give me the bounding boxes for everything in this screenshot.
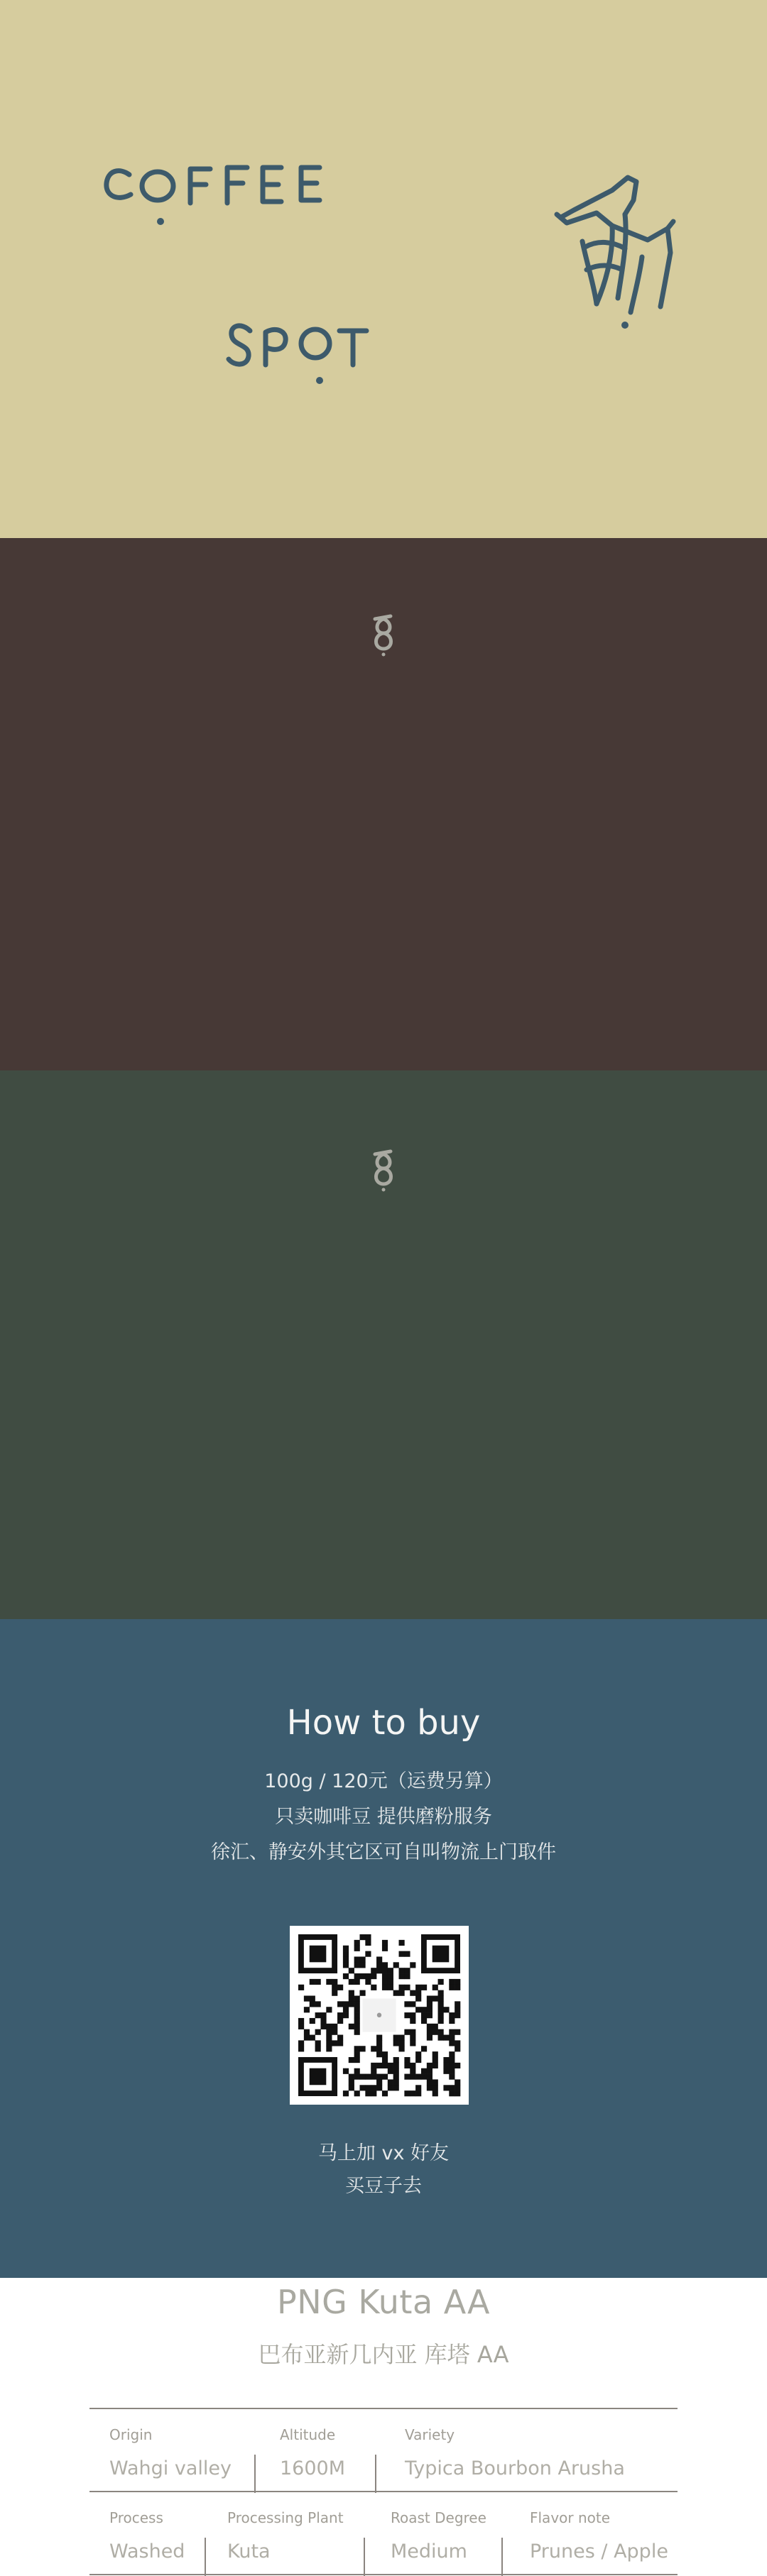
buy-line-delivery: 徐汇、静安外其它区可自叫物流上门取件 xyxy=(211,1841,556,1863)
spec-value: Kuta xyxy=(227,2541,271,2563)
spec-value: Washed xyxy=(109,2541,185,2563)
spec-table xyxy=(89,2408,678,2575)
spec-label: Origin xyxy=(109,2426,153,2443)
bean-subtitle: 巴布亚新几内亚 库塔 AA xyxy=(258,2341,509,2368)
bean-glyph-icon xyxy=(369,613,398,656)
spec-value: Typica Bourbon Arusha xyxy=(405,2457,625,2479)
giraffe-doodle-icon xyxy=(557,177,673,312)
spec-divider xyxy=(364,2538,365,2576)
hero-banner xyxy=(0,0,767,538)
spec-value: Medium xyxy=(391,2541,467,2563)
spec-label: Roast Degree xyxy=(391,2509,486,2526)
buy-line-price: 100g / 120元（运费另算） xyxy=(264,1770,503,1792)
qr-code-icon[interactable] xyxy=(290,1926,469,2105)
logo-word-spot xyxy=(229,326,366,365)
how-to-buy-section xyxy=(0,1619,767,2278)
footer-buy-beans: 买豆子去 xyxy=(345,2175,422,2197)
spec-label: Altitude xyxy=(280,2426,336,2443)
spec-row xyxy=(89,2409,678,2492)
svg-text:•: • xyxy=(374,2007,384,2025)
spec-value: 1600M xyxy=(280,2457,346,2479)
spec-value: Wahgi valley xyxy=(109,2457,232,2479)
qr-code-graphic xyxy=(290,1926,469,2105)
spec-label: Flavor note xyxy=(530,2509,611,2526)
coffee-spot-logo xyxy=(0,0,767,538)
logo-word-coffee xyxy=(107,168,320,203)
buy-title: How to buy xyxy=(286,1703,481,1743)
spec-label: Processing Plant xyxy=(227,2509,344,2526)
bean-section-ethiopia xyxy=(0,538,767,1070)
spec-value: Prunes / Apple xyxy=(530,2541,668,2563)
spec-divider xyxy=(375,2455,376,2493)
spec-divider xyxy=(205,2538,206,2576)
spec-label: Process xyxy=(109,2509,163,2526)
buy-line-service: 只卖咖啡豆 提供磨粉服务 xyxy=(275,1806,492,1828)
spec-row xyxy=(89,2492,678,2575)
spec-divider xyxy=(501,2538,503,2576)
spec-divider xyxy=(254,2455,256,2493)
footer-add-friend: 马上加 vx 好友 xyxy=(317,2142,450,2164)
spec-label: Variety xyxy=(405,2426,455,2443)
bean-title: PNG Kuta AA xyxy=(276,2283,490,2321)
bean-glyph-icon xyxy=(369,1149,398,1191)
